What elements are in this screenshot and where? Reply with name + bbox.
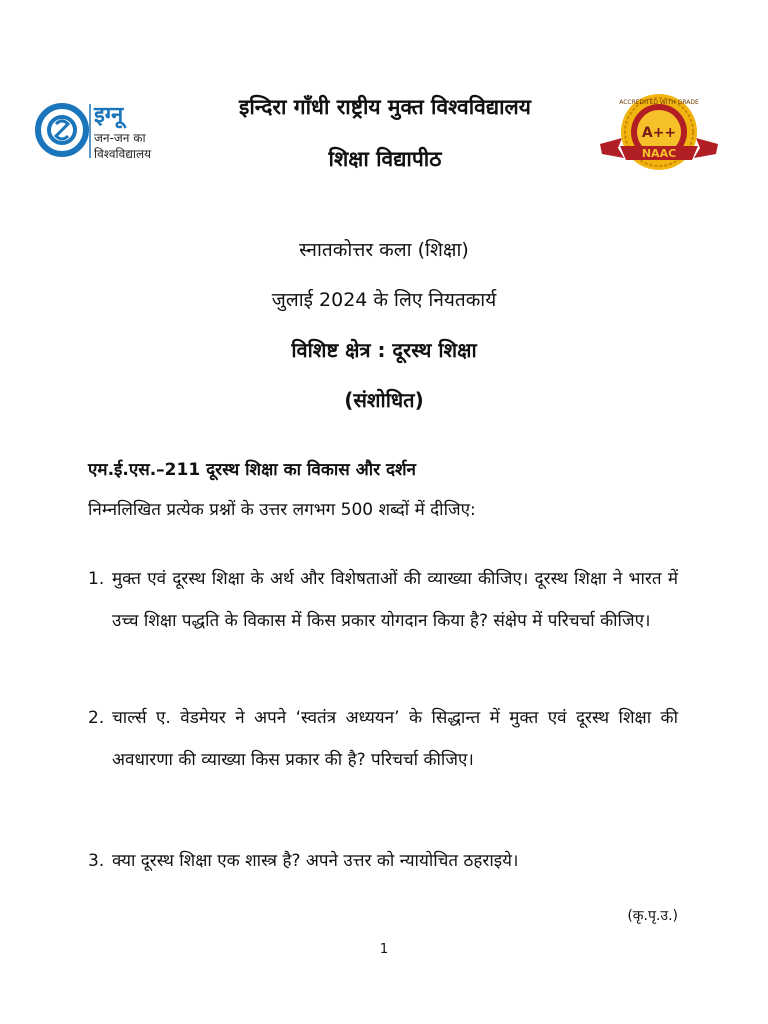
question-item: [88, 840, 678, 882]
question-text: क्या दूरस्थ शिक्षा एक शास्त्र है? अपने उत्तर को न्यायोचित ठहराइये।: [112, 851, 519, 871]
answer-instruction: निम्नलिखित प्रत्येक प्रश्नों के उत्तर लगभग 500 शब्दों में दीजिए:: [88, 500, 476, 520]
assignment-titles: [0, 236, 768, 414]
document-header: [150, 92, 620, 174]
please-turn-over-note: (कृ.पृ.उ.): [627, 908, 678, 924]
course-title: एम.ई.एस.–211 दूरस्थ शिक्षा का विकास और दर्शन: [88, 460, 416, 480]
assignment-title: जुलाई 2024 के लिए नियतकार्य: [271, 289, 497, 311]
school-name: शिक्षा विद्यापीठ: [328, 147, 442, 171]
programme-title: स्नातकोत्तर कला (शिक्षा): [299, 239, 469, 261]
question-number: 3.: [88, 851, 105, 871]
page-number: 1: [379, 942, 389, 957]
question-item: [88, 697, 678, 781]
question-item: [88, 558, 678, 642]
seal-ring-text: ACCREDITED WITH GRADE: [619, 99, 699, 106]
specialisation-title: विशिष्ट क्षेत्र : दूरस्थ शिक्षा: [291, 338, 477, 362]
seal-grade-text: A++: [641, 125, 677, 141]
revised-label: (संशोधित): [344, 388, 424, 412]
university-name: इन्दिरा गाँधी राष्ट्रीय मुक्त विश्वविद्यालय: [239, 95, 531, 119]
question-number: 2.: [88, 708, 105, 728]
question-text: मुक्त एवं दूरस्थ शिक्षा के अर्थ और विशेषताओं की व्याख्या कीजिए। दूरस्थ शिक्षा ने भारत में उच्च शिक्षा पद्धति के विकास में किस प्रकार योगदान किया है? संक्षेप में परिचर्चा कीजिए।: [112, 569, 678, 631]
logo-tagline-2: विश्वविद्यालय: [94, 147, 152, 161]
logo-tagline-1: जन-जन का: [94, 131, 146, 145]
question-number: 1.: [88, 569, 105, 589]
logo-brand-text: इग्नू: [94, 103, 124, 128]
seal-banner-text: NAAC: [641, 147, 677, 160]
naac-seal-logo: [596, 92, 722, 182]
question-text: चार्ल्स ए. वेडमेयर ने अपने ‘स्वतंत्र अध्ययन’ के सिद्धान्त में मुक्त एवं दूरस्थ शिक्षा की अवधारणा की व्याख्या किस प्रकार की है? परिचर्चा कीजिए।: [112, 708, 678, 770]
